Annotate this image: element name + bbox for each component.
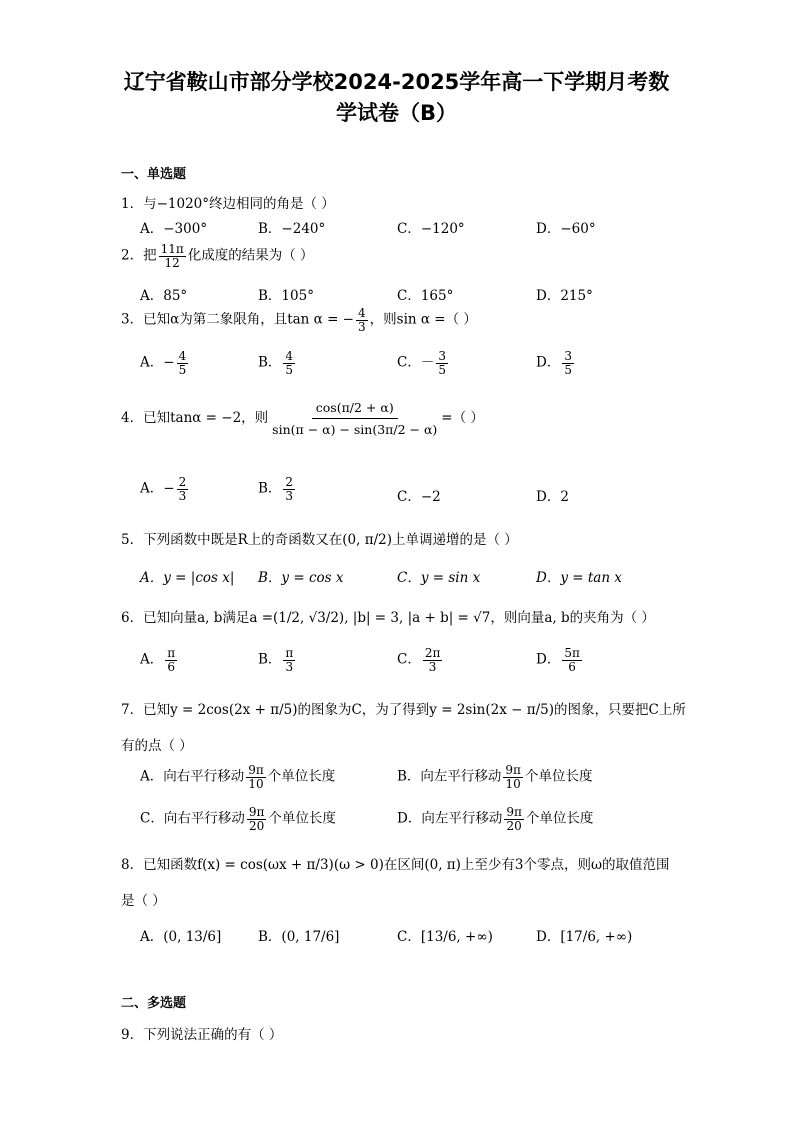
- q7-b-num: 9π: [505, 763, 521, 777]
- q3-c-num: 3: [438, 349, 446, 363]
- q7-option-b-label: B．向左平行移动: [397, 768, 502, 785]
- q5-option-d: D．y = tan x: [536, 570, 622, 586]
- q4-denominator: sin(π − α) − sin(3π/2 − α): [272, 422, 438, 437]
- q8-option-b-label: B．: [258, 929, 282, 945]
- q8-option-a-value: (0, 13/6]: [163, 929, 222, 945]
- q7-option-d: [397, 806, 593, 832]
- q4-suffix: =（ ）: [441, 410, 484, 426]
- q8-option-d-value: [17/6, +∞): [560, 929, 633, 945]
- q7-option-a: [140, 764, 335, 790]
- q3-option-a-label: A．−: [140, 354, 175, 371]
- q6-c-den: 3: [428, 659, 437, 674]
- q1-option-b: B．−240°: [258, 221, 326, 237]
- q3-option-b: [258, 350, 297, 376]
- q2-suffix: 化成度的结果为（ ）: [187, 247, 314, 264]
- q6-option-b: [258, 647, 297, 673]
- q7-argument-2: (2x − π/5): [485, 702, 554, 718]
- q6-option-d-label: D．: [536, 651, 561, 668]
- q4-b-den: 3: [285, 488, 294, 503]
- q7-prefix: 7．已知y = 2cos: [121, 702, 229, 718]
- q3-prefix: 3．已知α为第二象限角，且tan α = −: [121, 311, 354, 328]
- q4-option-b: [258, 476, 297, 502]
- question-3-stem: [121, 307, 477, 333]
- q3-option-c: [397, 350, 450, 376]
- q6-a-num: π: [167, 646, 176, 660]
- q6-option-a-fraction: [165, 647, 177, 673]
- q7-argument-1: (2x + π/5): [228, 702, 298, 718]
- q3-c-den: 5: [438, 362, 446, 377]
- q3-option-d-label: D．: [536, 354, 561, 371]
- q8-option-a: [140, 925, 221, 945]
- q7-option-b: [397, 764, 592, 790]
- question-7-stem: [121, 698, 686, 718]
- q5-option-b: B．y = cos x: [258, 570, 344, 586]
- q7-a-num: 9π: [248, 763, 264, 777]
- q3-option-a-fraction: [177, 350, 189, 376]
- q2-prefix: 2．把: [121, 247, 157, 264]
- q5-interval: (0, π/2): [342, 532, 392, 548]
- q6-b-den: 3: [285, 659, 294, 674]
- q7-option-d-label: D．向左平行移动: [397, 810, 503, 827]
- q7-option-b-unit: 个单位长度: [524, 768, 593, 785]
- q4-option-c: C．−2: [397, 489, 441, 505]
- q7-c-den: 20: [248, 818, 265, 833]
- q7-option-c-fraction: [247, 806, 267, 832]
- q2-option-a: A．85°: [140, 288, 188, 304]
- q7-middle: 的图象为C，为了得到y = 2sin: [297, 702, 486, 718]
- q4-option-a: [140, 476, 190, 502]
- q3-a-den: 5: [178, 362, 187, 377]
- q3-option-c-label: C．－: [397, 354, 435, 371]
- q6-suffix: ，则向量a, b的夹角为（ ）: [490, 610, 655, 626]
- q3-a-num: 4: [178, 349, 187, 363]
- q7-option-a-fraction: [246, 764, 266, 790]
- q7-b-den: 10: [505, 776, 521, 791]
- q4-expression: [268, 400, 441, 437]
- q3-numerator: 4: [358, 306, 366, 320]
- q6-d-num: 5π: [564, 646, 580, 660]
- q2-numerator: 11π: [160, 242, 184, 256]
- q6-c-num: 2π: [424, 646, 441, 660]
- question-5-stem: [121, 528, 518, 548]
- q6-prefix: 6．已知向量a, b满足a =: [121, 610, 274, 626]
- q3-option-d: [536, 350, 576, 376]
- question-8-line2: 是（ ）: [121, 893, 166, 909]
- q5-option-a: A．y = |cos x|: [140, 570, 235, 586]
- q6-vector-a: (1/2, √3/2): [273, 610, 345, 626]
- section-heading-single-choice: 一、单选题: [121, 167, 187, 182]
- q4-option-a-label: A．−: [140, 480, 175, 497]
- question-4-stem: [121, 400, 484, 437]
- q6-option-c-label: C．: [397, 651, 421, 668]
- q6-option-b-fraction: [283, 647, 295, 673]
- q8-option-c-label: C．: [397, 929, 421, 945]
- q6-option-a: [140, 647, 179, 673]
- q3-option-c-fraction: [436, 350, 448, 376]
- q7-option-a-label: A．向右平行移动: [140, 768, 245, 785]
- section-heading-multiple-choice: 二、多选题: [121, 996, 187, 1011]
- q7-suffix: 的图象，只要把C上所: [554, 702, 686, 718]
- q7-c-num: 9π: [248, 805, 265, 819]
- q4-option-d: D．2: [536, 489, 569, 505]
- q3-fraction: [356, 307, 368, 333]
- q1-option-d: D．−60°: [536, 221, 596, 237]
- question-2-stem: [121, 243, 314, 269]
- q4-b-num: 2: [285, 475, 294, 489]
- q6-a-den: 6: [167, 659, 176, 674]
- q8-option-c: [397, 925, 493, 945]
- q2-denominator: 12: [164, 255, 180, 270]
- q3-d-num: 3: [564, 349, 572, 363]
- page-title: 辽宁省鞍山市部分学校2024-2025学年高一下学期月考数: [123, 70, 670, 94]
- q3-option-a: [140, 350, 190, 376]
- q6-conditions: , |b| = 3, |a + b| = √7: [344, 610, 491, 626]
- q8-suffix: 在区间(0, π)上至少有3个零点，则ω的取值范围: [383, 857, 670, 873]
- q7-option-c: [140, 806, 336, 832]
- q6-option-d: [536, 647, 584, 673]
- q7-d-den: 20: [506, 818, 522, 833]
- q4-option-a-fraction: [177, 476, 189, 502]
- q3-b-num: 4: [285, 349, 294, 363]
- q5-option-c: C．y = sin x: [397, 570, 481, 586]
- question-1-stem: 1．与−1020°终边相同的角是（ ）: [121, 196, 335, 212]
- q7-a-den: 10: [248, 776, 264, 791]
- q8-prefix: 8．已知函数f(x) = cos: [121, 857, 263, 873]
- q4-option-b-label: B．: [258, 480, 282, 497]
- q3-d-den: 5: [564, 362, 572, 377]
- q6-option-c-fraction: [423, 647, 443, 673]
- q8-option-d: [536, 925, 632, 945]
- q3-option-d-fraction: [562, 350, 574, 376]
- q5-suffix: 上单调递增的是（ ）: [391, 532, 518, 548]
- q6-option-d-fraction: [562, 647, 582, 673]
- q7-d-num: 9π: [506, 805, 522, 819]
- q4-option-b-fraction: [283, 476, 295, 502]
- q3-b-den: 5: [285, 362, 294, 377]
- q7-option-d-fraction: [504, 806, 524, 832]
- q6-option-b-label: B．: [258, 651, 282, 668]
- q4-numerator: cos(π/2 + α): [312, 400, 398, 419]
- q8-option-d-label: D．: [536, 929, 561, 945]
- question-6-stem: [121, 606, 655, 626]
- q3-denominator: 3: [358, 319, 366, 334]
- q8-option-c-value: [13/6, +∞): [420, 929, 493, 945]
- q3-option-b-fraction: [283, 350, 295, 376]
- q4-prefix: 4．已知tanα = −2，则: [121, 410, 269, 426]
- q3-option-b-label: B．: [258, 354, 282, 371]
- q7-option-a-unit: 个单位长度: [267, 768, 336, 785]
- q4-a-num: 2: [178, 475, 187, 489]
- q8-argument: (ωx + π/3): [262, 857, 334, 873]
- q6-b-num: π: [285, 646, 294, 660]
- q7-option-c-label: C．向右平行移动: [140, 810, 245, 827]
- q3-suffix: ，则sin α =（ ）: [369, 311, 477, 328]
- q8-option-b-value: (0, 17/6]: [281, 929, 340, 945]
- q8-option-b: [258, 925, 339, 945]
- question-7-line2: 有的点（ ）: [121, 738, 193, 754]
- q2-option-b: B．105°: [258, 288, 314, 304]
- q8-option-a-label: A．: [140, 929, 164, 945]
- q2-option-c: C．165°: [397, 288, 454, 304]
- q7-option-b-fraction: [503, 764, 523, 790]
- q2-fraction: [159, 243, 186, 269]
- q7-option-d-unit: 个单位长度: [525, 810, 594, 827]
- q6-option-a-label: A．: [140, 651, 164, 668]
- q7-option-c-unit: 个单位长度: [268, 810, 336, 827]
- q1-option-c: C．−120°: [397, 221, 465, 237]
- page-title-line2: 学试卷（B）: [335, 101, 457, 125]
- q6-option-c: [397, 647, 444, 673]
- question-8-stem: [121, 853, 670, 873]
- question-9-stem: 9．下列说法正确的有（ ）: [121, 1027, 283, 1043]
- q4-a-den: 3: [178, 488, 187, 503]
- q8-condition: (ω > 0): [333, 857, 384, 873]
- q5-prefix: 5．下列函数中既是R上的奇函数又在: [121, 532, 343, 548]
- q1-option-a: A．−300°: [140, 221, 208, 237]
- q2-option-d: D．215°: [536, 288, 593, 304]
- q6-d-den: 6: [568, 659, 576, 674]
